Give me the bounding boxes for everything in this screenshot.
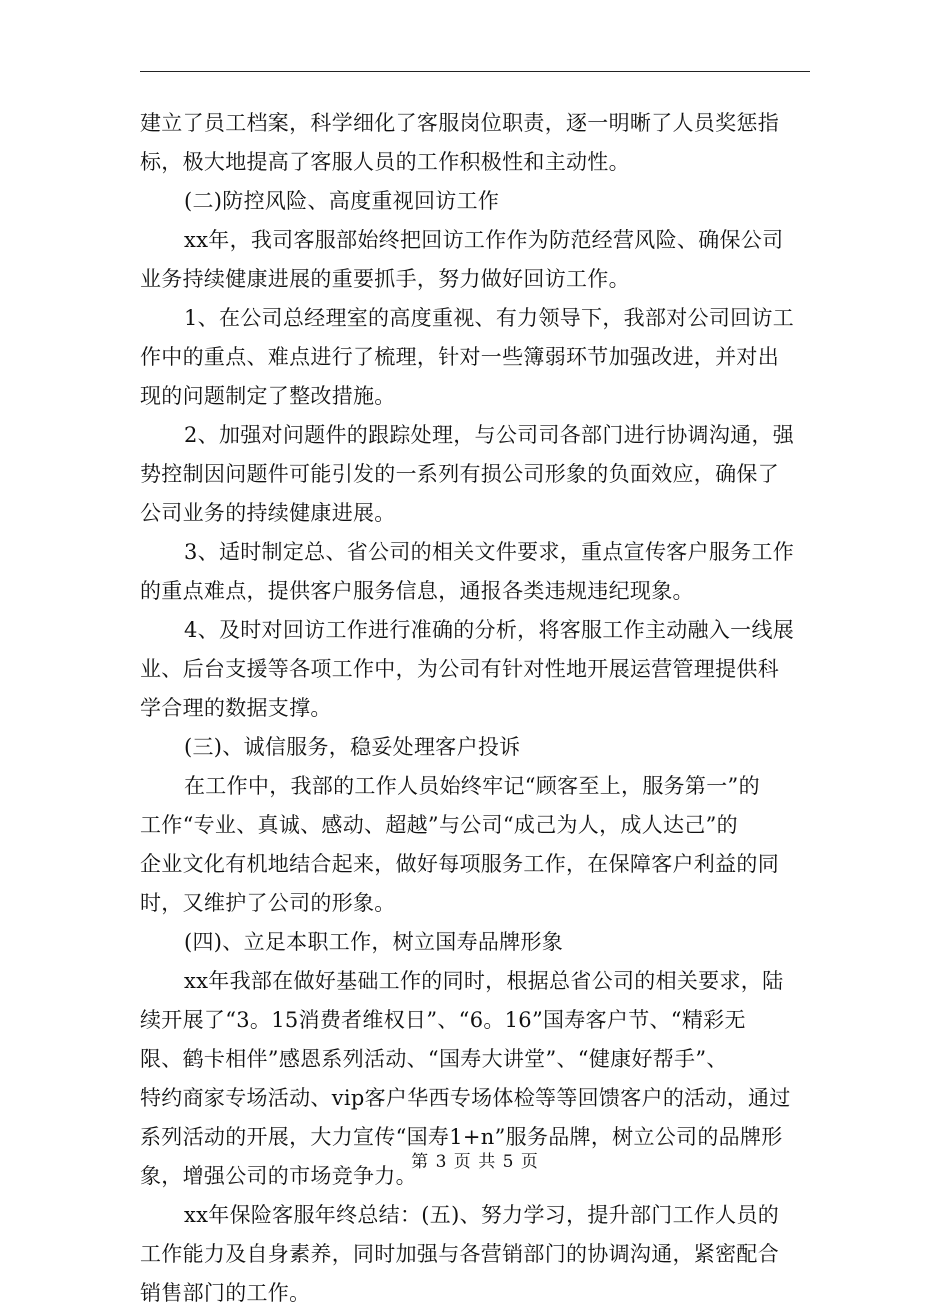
text-line: 象，增强公司的市场竞争力。 (140, 1164, 417, 1188)
text-line: (四)、立足本职工作，树立国寿品牌形象 (184, 930, 564, 954)
text-line: 业务持续健康进展的重要抓手，努力做好回访工作。 (140, 267, 630, 291)
document-body (140, 104, 810, 1313)
text-line: 标，极大地提高了客服人员的工作积极性和主动性。 (140, 150, 630, 174)
text-line: 2、加强对问题件的跟踪处理，与公司司各部门进行协调沟通，强 (184, 423, 795, 447)
text-line: 作中的重点、难点进行了梳理，针对一些簿弱环节加强改进，并对出 (140, 345, 779, 369)
text-line: 工作能力及自身素养，同时加强与各营销部门的协调沟通，紧密配合 (140, 1242, 779, 1266)
text-line: xx年保险客服年终总结：(五)、努力学习，提升部门工作人员的 (184, 1203, 780, 1227)
text-line: 时，又维护了公司的形象。 (140, 891, 396, 915)
text-line: 企业文化有机地结合起来，做好每项服务工作，在保障客户利益的同 (140, 852, 779, 876)
text-line: 现的问题制定了整改措施。 (140, 384, 396, 408)
text-line: 学合理的数据支撑。 (140, 696, 332, 720)
text-line: 的重点难点，提供客户服务信息，通报各类违规违纪现象。 (140, 579, 694, 603)
text-line: (二)防控风险、高度重视回访工作 (184, 189, 500, 213)
header-rule (140, 71, 810, 72)
text-line: 续开展了“3。15消费者维权日”、“6。16”国寿客户节、“精彩无 (140, 1008, 746, 1032)
text-line: xx年我部在做好基础工作的同时，根据总省公司的相关要求，陆 (184, 969, 784, 993)
page-footer: 第 3 页 共 5 页 (411, 1152, 539, 1172)
text-line: 销售部门的工作。 (140, 1281, 311, 1305)
text-line: 公司业务的持续健康进展。 (140, 501, 396, 525)
text-line: 业、后台支援等各项工作中，为公司有针对性地开展运营管理提供科 (140, 657, 779, 681)
text-line: 在工作中，我部的工作人员始终牢记“顾客至上，服务第一”的 (184, 774, 760, 798)
text-line: 系列活动的开展，大力宣传“国寿1+n”服务品牌，树立公司的品牌形 (140, 1125, 783, 1149)
text-line: 建立了员工档案，科学细化了客服岗位职责，逐一明晰了人员奖惩指 (140, 111, 779, 135)
text-line: 1、在公司总经理室的高度重视、有力领导下，我部对公司回访工 (184, 306, 795, 330)
text-line: 特约商家专场活动、vip客户华西专场体检等等回馈客户的活动，通过 (140, 1086, 791, 1110)
text-line: 限、鹤卡相伴”感恩系列活动、“国寿大讲堂”、“健康好帮手”、 (140, 1047, 728, 1071)
text-line: 工作“专业、真诚、感动、超越”与公司“成己为人，成人达己”的 (140, 813, 738, 837)
text-line: 4、及时对回访工作进行准确的分析，将客服工作主动融入一线展 (184, 618, 795, 642)
text-line: xx年，我司客服部始终把回访工作作为防范经营风险、确保公司 (184, 228, 784, 252)
text-line: (三)、诚信服务，稳妥处理客户投诉 (184, 735, 521, 759)
text-line: 3、适时制定总、省公司的相关文件要求，重点宣传客户服务工作 (184, 540, 795, 564)
text-line: 势控制因问题件可能引发的一系列有损公司形象的负面效应，确保了 (140, 462, 779, 486)
